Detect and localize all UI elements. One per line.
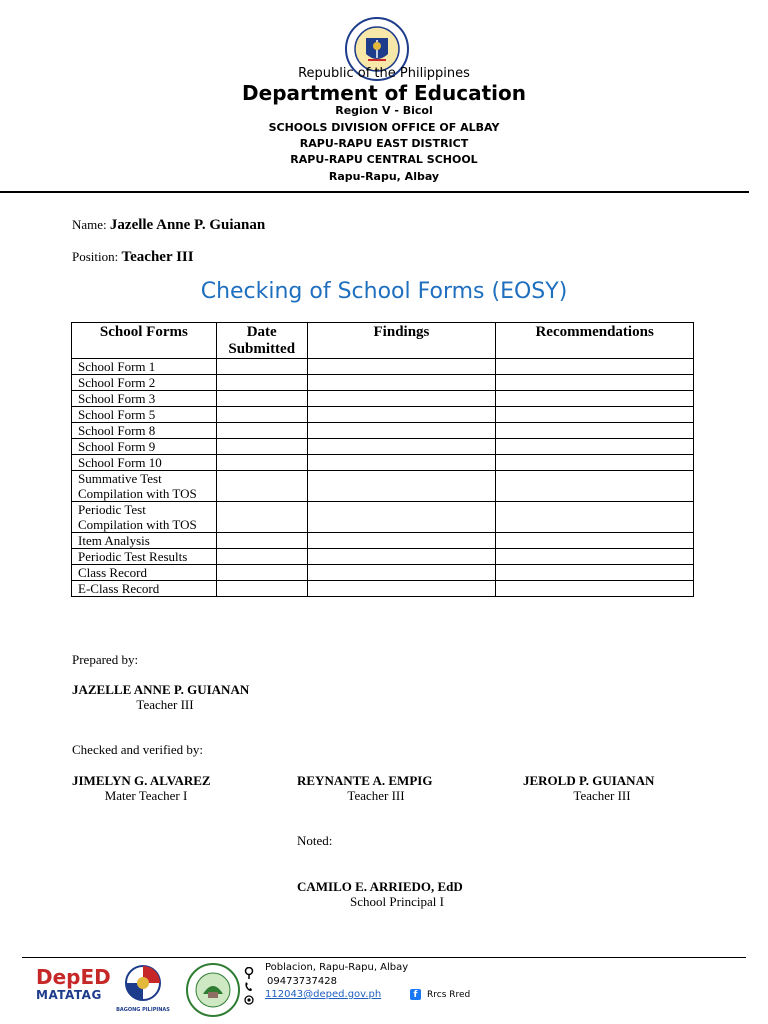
date-cell[interactable] bbox=[216, 549, 307, 565]
header-region: Region V - Bicol bbox=[335, 104, 433, 117]
email-icon bbox=[244, 995, 254, 1005]
footer-divider bbox=[22, 957, 746, 958]
date-cell[interactable] bbox=[216, 565, 307, 581]
header-division: SCHOOLS DIVISION OFFICE OF ALBAY bbox=[268, 121, 500, 134]
form-name: Item Analysis bbox=[72, 533, 217, 549]
header-department: Department of Education bbox=[242, 81, 526, 105]
recommendations-cell[interactable] bbox=[496, 375, 694, 391]
header-divider bbox=[0, 191, 749, 193]
recommendations-cell[interactable] bbox=[496, 391, 694, 407]
footer-address: Poblacion, Rapu-Rapu, Albay bbox=[265, 962, 409, 973]
recommendations-cell[interactable] bbox=[496, 407, 694, 423]
noted-title: School Principal I bbox=[350, 894, 444, 909]
checker-1-title: Mater Teacher I bbox=[104, 788, 188, 803]
recommendations-cell[interactable] bbox=[496, 471, 694, 502]
checker-3-name: JEROLD P. GUIANAN bbox=[523, 773, 655, 788]
findings-cell[interactable] bbox=[307, 391, 496, 407]
recommendations-cell[interactable] bbox=[496, 359, 694, 375]
form-name: School Form 1 bbox=[72, 359, 217, 375]
document-title: Checking of School Forms (EOSY) bbox=[200, 279, 568, 304]
findings-cell[interactable] bbox=[307, 455, 496, 471]
footer-email-link[interactable]: 112043@deped.gov.ph bbox=[265, 989, 382, 1000]
header-recommendations: Recommendations bbox=[496, 323, 694, 359]
bagong-pilipinas-emblem-icon bbox=[112, 962, 174, 1002]
table-row bbox=[72, 391, 694, 407]
checker-3-title: Teacher III bbox=[573, 788, 631, 803]
checker-2-name: REYNANTE A. EMPIG bbox=[297, 773, 433, 788]
form-name: E-Class Record bbox=[72, 581, 217, 597]
form-name: Periodic Test Results bbox=[72, 549, 217, 565]
table-row bbox=[72, 407, 694, 423]
table-row bbox=[72, 502, 694, 533]
school-forms-table bbox=[71, 322, 694, 597]
facebook-icon: f bbox=[410, 989, 421, 1000]
table-row bbox=[72, 471, 694, 502]
recommendations-cell[interactable] bbox=[496, 533, 694, 549]
prepared-by-title: Teacher III bbox=[136, 697, 194, 712]
position-field bbox=[72, 249, 194, 266]
date-cell[interactable] bbox=[216, 359, 307, 375]
findings-cell[interactable] bbox=[307, 439, 496, 455]
recommendations-cell[interactable] bbox=[496, 439, 694, 455]
date-cell[interactable] bbox=[216, 533, 307, 549]
header-district: RAPU-RAPU EAST DISTRICT bbox=[299, 137, 469, 150]
phone-icon bbox=[244, 981, 254, 992]
form-name: School Form 10 bbox=[72, 455, 217, 471]
table-row bbox=[72, 581, 694, 597]
position-value: Teacher III bbox=[121, 249, 194, 265]
findings-cell[interactable] bbox=[307, 502, 496, 533]
findings-cell[interactable] bbox=[307, 359, 496, 375]
date-cell[interactable] bbox=[216, 423, 307, 439]
prepared-by-name: JAZELLE ANNE P. GUIANAN bbox=[72, 682, 250, 697]
form-name: School Form 2 bbox=[72, 375, 217, 391]
noted-name: CAMILO E. ARRIEDO, EdD bbox=[297, 879, 463, 894]
deped-matatag-logo bbox=[36, 962, 111, 1012]
footer-email[interactable] bbox=[265, 989, 381, 1000]
table-row bbox=[72, 359, 694, 375]
table-header-row bbox=[72, 323, 694, 359]
table-row bbox=[72, 533, 694, 549]
date-cell[interactable] bbox=[216, 455, 307, 471]
header-date-submitted: Date Submitted bbox=[216, 323, 307, 359]
noted-label: Noted: bbox=[297, 833, 333, 848]
bagong-pilipinas-text: BAGONG PILIPINAS bbox=[116, 1007, 170, 1013]
header-school-forms: School Forms bbox=[72, 323, 217, 359]
header-school: RAPU-RAPU CENTRAL SCHOOL bbox=[290, 153, 478, 166]
findings-cell[interactable] bbox=[307, 565, 496, 581]
prepared-by-label: Prepared by: bbox=[72, 652, 139, 667]
table-row bbox=[72, 455, 694, 471]
name-label: Name: bbox=[72, 217, 107, 232]
header-republic: Republic of the Philippines bbox=[298, 66, 470, 81]
checked-by-label: Checked and verified by: bbox=[72, 742, 204, 757]
checker-1-name: JIMELYN G. ALVAREZ bbox=[72, 773, 211, 788]
form-name: Summative Test Compilation with TOS bbox=[72, 471, 217, 502]
position-label: Position: bbox=[72, 249, 119, 264]
findings-cell[interactable] bbox=[307, 375, 496, 391]
table-row bbox=[72, 423, 694, 439]
form-name: Periodic Test Compilation with TOS bbox=[72, 502, 217, 533]
recommendations-cell[interactable] bbox=[496, 455, 694, 471]
header-findings: Findings bbox=[307, 323, 496, 359]
findings-cell[interactable] bbox=[307, 471, 496, 502]
form-name: Class Record bbox=[72, 565, 217, 581]
date-cell[interactable] bbox=[216, 581, 307, 597]
findings-cell[interactable] bbox=[307, 549, 496, 565]
bagong-pilipinas-logo bbox=[112, 962, 174, 1014]
name-value: Jazelle Anne P. Guianan bbox=[109, 217, 266, 233]
date-cell[interactable] bbox=[216, 471, 307, 502]
matatag-logo-text: MATATAG bbox=[36, 988, 102, 1002]
recommendations-cell[interactable] bbox=[496, 502, 694, 533]
footer-facebook[interactable]: Rrcs Rred bbox=[427, 990, 471, 1000]
recommendations-cell[interactable] bbox=[496, 423, 694, 439]
table-row bbox=[72, 549, 694, 565]
name-field bbox=[72, 217, 265, 234]
header-location: Rapu-Rapu, Albay bbox=[328, 170, 440, 183]
findings-cell[interactable] bbox=[307, 407, 496, 423]
recommendations-cell[interactable] bbox=[496, 581, 694, 597]
form-name: School Form 8 bbox=[72, 423, 217, 439]
date-cell[interactable] bbox=[216, 502, 307, 533]
school-seal-logo bbox=[181, 962, 245, 1018]
date-cell[interactable] bbox=[216, 375, 307, 391]
footer-phone: 09473737428 bbox=[267, 976, 337, 987]
date-cell[interactable] bbox=[216, 391, 307, 407]
findings-cell[interactable] bbox=[307, 581, 496, 597]
findings-cell[interactable] bbox=[307, 423, 496, 439]
findings-cell[interactable] bbox=[307, 533, 496, 549]
checker-2-title: Teacher III bbox=[347, 788, 405, 803]
table-row bbox=[72, 565, 694, 581]
form-name: School Form 9 bbox=[72, 439, 217, 455]
form-name: School Form 5 bbox=[72, 407, 217, 423]
recommendations-cell[interactable] bbox=[496, 549, 694, 565]
date-cell[interactable] bbox=[216, 407, 307, 423]
location-icon bbox=[244, 967, 254, 979]
table-row bbox=[72, 439, 694, 455]
table-row bbox=[72, 375, 694, 391]
form-name: School Form 3 bbox=[72, 391, 217, 407]
recommendations-cell[interactable] bbox=[496, 565, 694, 581]
deped-logo-text: DepED bbox=[36, 965, 111, 989]
date-cell[interactable] bbox=[216, 439, 307, 455]
